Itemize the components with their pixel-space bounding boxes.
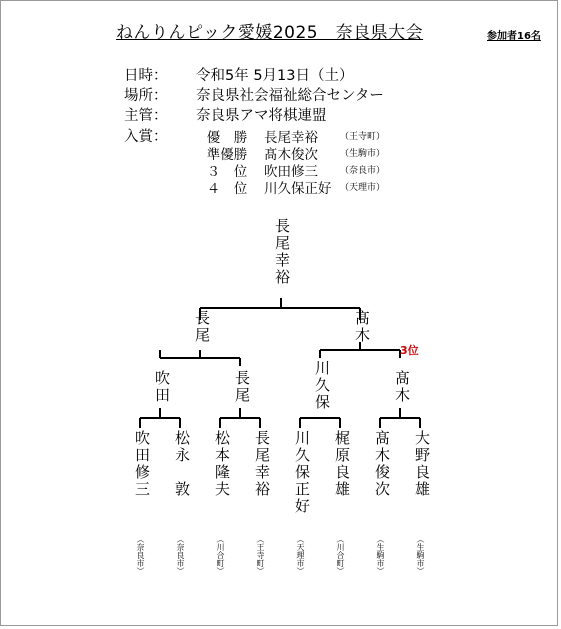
player-city: （川合町） [216,535,225,575]
player-city: （奈良市） [136,535,145,575]
champion-name: 長尾幸裕 [273,218,291,286]
semifinalist: 川久保 [313,360,331,411]
finalist-right: 髙木 [353,310,371,344]
prize-city: （王寺町） [340,132,386,142]
third-place-badge: 3位 [400,344,419,357]
prize-city: （奈良市） [340,166,386,176]
player-name: 長尾幸裕 [253,430,271,498]
player-name: 梶原良雄 [333,430,351,498]
player-city: （天理市） [296,535,305,575]
prize-name: 川久保正好 [264,181,332,197]
player-name: 吹田修三 [133,430,151,498]
semifinalist: 長尾 [233,370,251,404]
player-city: （王寺町） [256,535,265,575]
prize-name: 長尾幸裕 [264,130,318,146]
prize-label: 入賞： [124,129,168,145]
place-value: 奈良県社会福祉総合センター [196,88,384,104]
host-label: 主管： [124,108,168,124]
player-city: （川合町） [336,535,345,575]
prize-city: （生駒市） [340,149,386,159]
participant-count: 参加者16名 [487,31,541,42]
host-value: 奈良県アマ将棋連盟 [196,108,327,124]
finalist-left: 長尾 [193,310,211,344]
date-value: 令和5年 5月13日（土） [196,68,354,84]
player-city: （生駒市） [376,535,385,575]
player-name: 髙木俊次 [373,430,391,498]
prize-name: 髙木俊次 [264,147,318,163]
page-title: ねんりんピック愛媛2025 奈良県大会 [116,23,424,43]
player-name: 大野良雄 [413,430,431,498]
player-name: 松永 敦 [173,430,191,498]
prize-name: 吹田修三 [264,164,318,180]
prize-rank: 優 勝 [206,130,248,146]
prize-city: （天理市） [340,183,386,193]
player-name: 松本隆夫 [213,430,231,498]
player-city: （奈良市） [176,535,185,575]
player-name: 川久保正好 [293,430,311,515]
prize-rank: ３ 位 [206,164,248,180]
date-label: 日時： [124,68,168,84]
semifinalist: 吹田 [153,370,171,404]
prize-rank: 準優勝 [206,147,248,163]
player-city: （生駒市） [416,535,425,575]
prize-rank: ４ 位 [206,181,248,197]
place-label: 場所： [124,88,168,104]
semifinalist: 髙木 [393,370,411,404]
